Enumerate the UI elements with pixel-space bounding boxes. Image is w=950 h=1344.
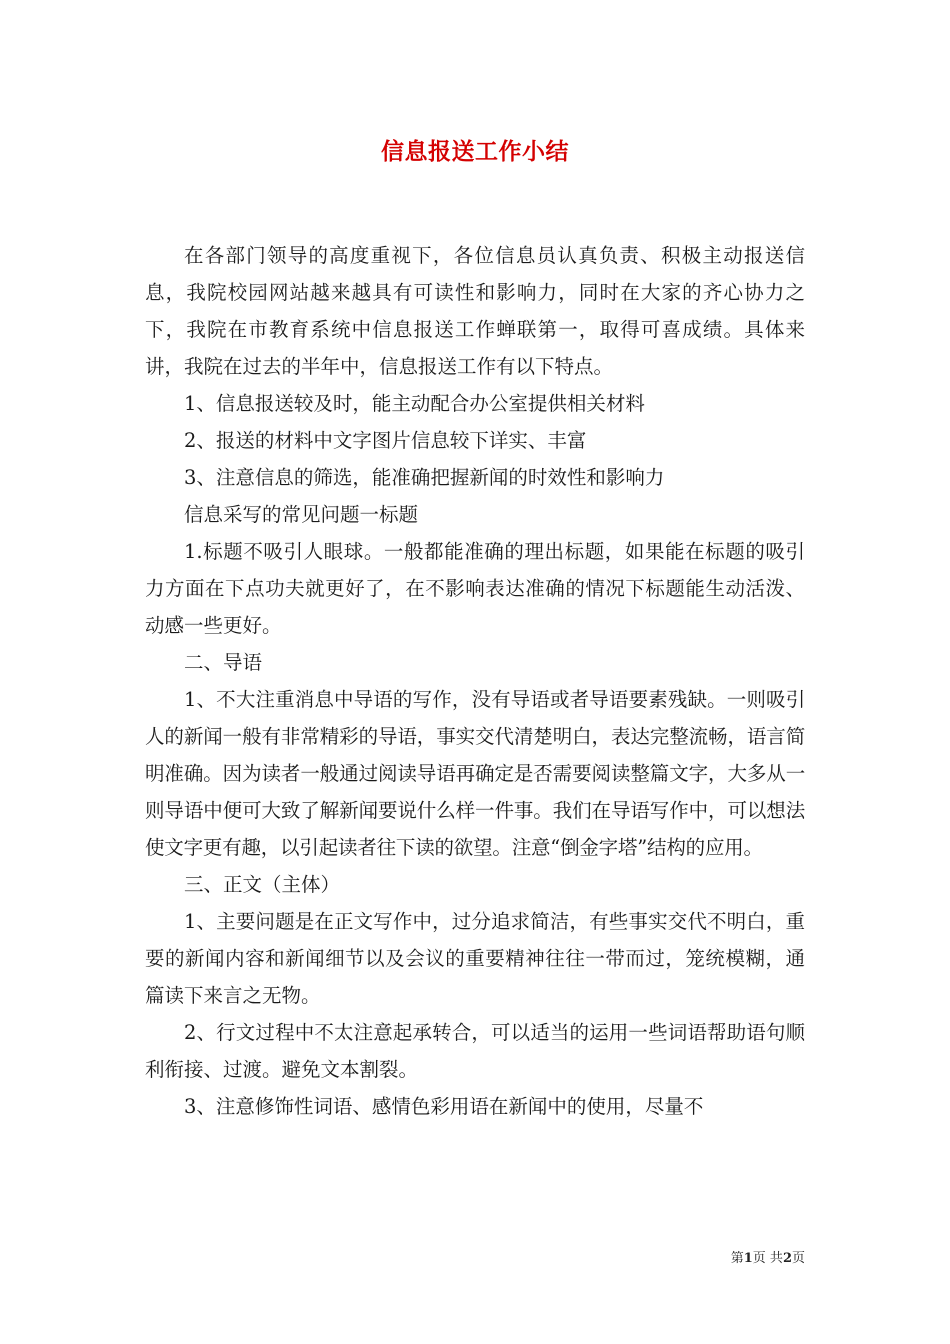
footer-total-pages: 2: [782, 1251, 792, 1266]
paragraph-title-issue: 1.标题不吸引人眼球。一般都能准确的理出标题，如果能在标题的吸引力方面在下点功夫就更好了，在不影响表达准确的情况下标题能生动活泼、动感一些更好。: [145, 540, 805, 637]
paragraph-point-3: 3、注意信息的筛选，能准确把握新闻的时效性和影响力: [184, 466, 665, 489]
paragraph-body-issue-3: 3、注意修饰性词语、感情色彩用语在新闻中的使用，尽量不: [184, 1095, 704, 1118]
paragraph-point-2: 2、报送的材料中文字图片信息较下详实、丰富: [184, 429, 587, 452]
document-body: [145, 237, 805, 1125]
footer-prefix: 第: [730, 1251, 744, 1266]
paragraph-intro: 在各部门领导的高度重视下，各位信息员认真负责、积极主动报送信息，我院校园网站越来越具有可读性和影响力，同时在大家的齐心协力之下，我院在市教育系统中信息报送工作蝉联第一，取得可喜成绩。具体来讲，我院在过去的半年中，信息报送工作有以下特点。: [145, 244, 805, 378]
section-heading-title: 信息采写的常见问题一标题: [184, 503, 419, 526]
paragraph-point-1: 1、信息报送较及时，能主动配合办公室提供相关材料: [184, 392, 645, 415]
paragraph-body-issue-2: 2、行文过程中不太注意起承转合，可以适当的运用一些词语帮助语句顺利衔接、过渡。避免文本割裂。: [145, 1021, 805, 1081]
footer-current-page: 1: [743, 1251, 753, 1266]
section-heading-body: 三、正文（主体）: [184, 873, 341, 896]
section-heading-lead: 二、导语: [184, 651, 263, 674]
paragraph-lead-issue: 1、不大注重消息中导语的写作，没有导语或者导语要素残缺。一则吸引人的新闻一般有非常精彩的导语，事实交代清楚明白，表达完整流畅，语言简明准确。因为读者一般通过阅读导语再确定是否需要阅读整篇文字，大多从一则导语中便可大致了解新闻要说什么样一件事。我们在导语写作中，可以想法使文字更有趣，以引起读者往下读的欲望。注意“倒金字塔”结构的应用。: [145, 688, 805, 859]
document-title: 信息报送工作小结: [381, 138, 569, 165]
paragraph-body-issue-1: 1、主要问题是在正文写作中，过分追求简洁，有些事实交代不明白，重要的新闻内容和新闻细节以及会议的重要精神往往一带而过，笼统模糊，通篇读下来言之无物。: [145, 910, 805, 1007]
page-number-footer: [731, 1247, 805, 1266]
footer-suffix: 页: [791, 1251, 805, 1266]
footer-middle: 页 共: [752, 1251, 783, 1266]
